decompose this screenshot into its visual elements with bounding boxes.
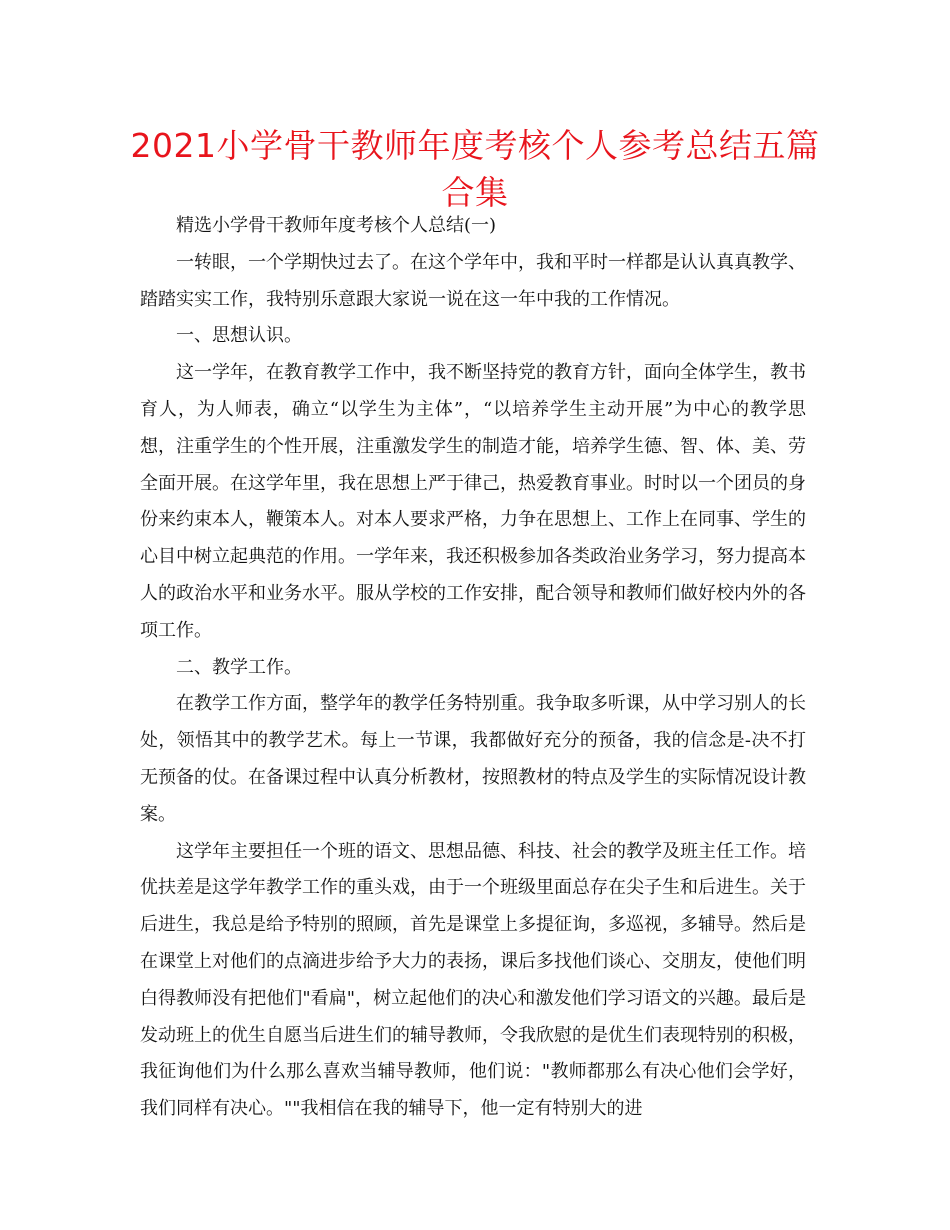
section-subtitle: 精选小学骨干教师年度考核个人总结(一): [176, 215, 497, 236]
document-title: 2021小学骨干教师年度考核个人参考总结五篇合集: [130, 126, 820, 212]
document-body: [140, 208, 806, 1128]
body-paragraph: 这学年主要担任一个班的语文、思想品德、科技、社会的教学及班主任工作。培优扶差是这学年教学工作的重头戏，由于一个班级里面总存在尖子生和后进生。关于后进生，我总是给予特别的照顾，首先是课堂上多提征询，多巡视，多辅导。然后是在课堂上对他们的点滴进步给予大力的表扬，课后多找他们谈心、交朋友，使他们明白得教师没有把他们"看扁"，树立起他们的决心和激发他们学习语文的兴趣。最后是发动班上的优生自愿当后进生们的辅导教师，令我欣慰的是优生们表现特别的积极，我征询他们为什么那么喜欢当辅导教师，他们说："教师都那么有决心他们会学好，我们同样有决心。""我相信在我的辅导下，他一定有特别大的进: [140, 840, 806, 1120]
section-heading: 二、教学工作。: [176, 656, 302, 678]
body-paragraph: 这一学年，在教育教学工作中，我不断坚持党的教育方针，面向全体学生，教书育人，为人师表，确立“以学生为主体”，“以培养学生主动开展”为中心的教学思想，注重学生的个性开展，注重激发学生的制造才能，培养学生德、智、体、美、劳全面开展。在这学年里，我在思想上严于律己，热爱教育事业。时时以一个团员的身份来约束本人，鞭策本人。对本人要求严格，力争在思想上、工作上在同事、学生的心目中树立起典范的作用。一学年来，我还积极参加各类政治业务学习，努力提高本人的政治水平和业务水平。服从学校的工作安排，配合领导和教师们做好校内外的各项工作。: [140, 362, 806, 641]
body-paragraph: 一转眼，一个学期快过去了。在这个学年中，我和平时一样都是认认真真教学、踏踏实实工作，我特别乐意跟大家说一说在这一年中我的工作情况。: [140, 251, 806, 310]
body-paragraph: 在教学工作方面，整学年的教学任务特别重。我争取多听课，从中学习别人的长处，领悟其中的教学艺术。每上一节课，我都做好充分的预备，我的信念是-决不打无预备的仗。在备课过程中认真分析教材，按照教材的特点及学生的实际情况设计教案。: [140, 693, 806, 825]
section-heading: 一、思想认识。: [176, 325, 302, 347]
